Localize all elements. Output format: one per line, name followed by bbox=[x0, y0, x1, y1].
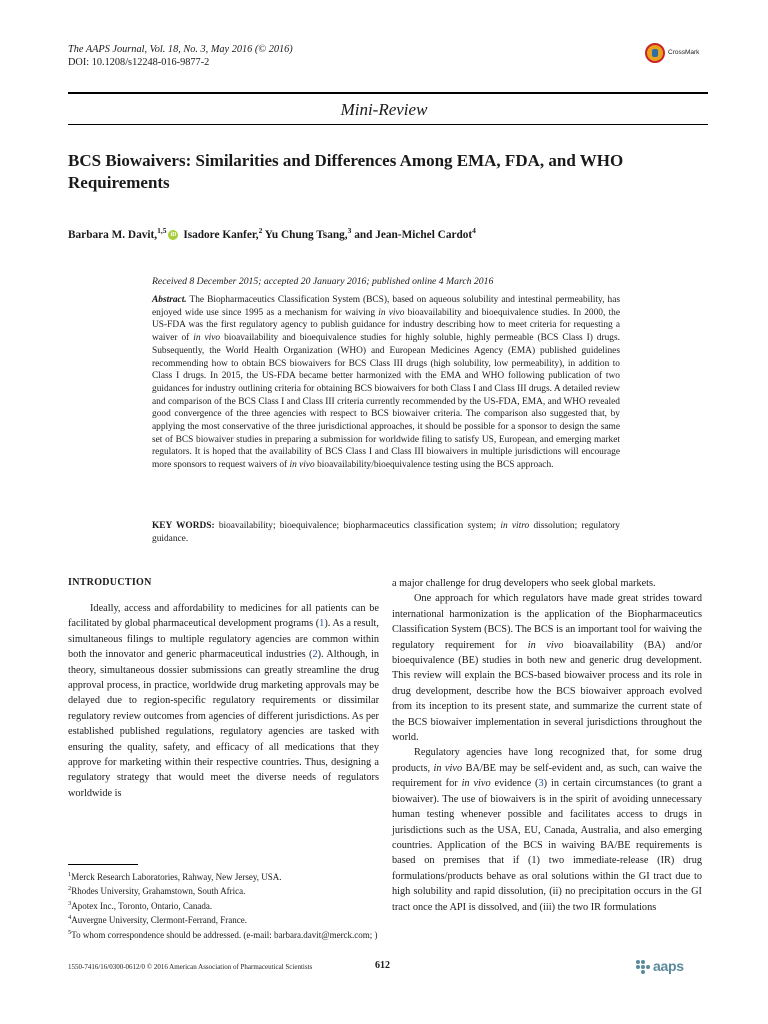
text-run: bioavailability and bioequivalence studies for highly soluble, highly permeable (BCS Class I) drugs. Subsequently, the World Health Organization (WHO) and European Medicines Agency (EMA) published guidelines recommending how to obtain BCS biowaivers for BCS Class III drugs (high solubility, low permeability), in addition to Class I drugs. In 2015, the US-FDA became better harmonized with the EMA and WHO following publication of two guidances for industry outlining criteria for obtaining BCS biowaivers for both Class I and Class III drugs. A detailed review and comparison of the BCS Class I and Class III criteria currently recommended by the US-FDA, EMA, and WHO revealed good convergence of the three agencies with respect to BCS biowaiver criteria. The comparison also suggested that, by applying the most conservative of the three jurisdictional approaches, it should be possible for a sponsor to design the same set of BCS biowaiver studies in preparing a submission for worldwide filing to satisfy US, European, and emerging market regulators. It is hoped that the availability of BCS Class I and Class III biowaivers in multiple jurisdictions will encourage more sponsors to request waivers of bbox=[152, 333, 620, 471]
aaps-dots-icon bbox=[636, 960, 650, 974]
footnote-text: To whom correspondence should be addressed. (e-mail: barbara.davit@merck.com; ) bbox=[71, 929, 378, 940]
crossmark-icon bbox=[645, 43, 665, 63]
footnote bbox=[68, 869, 379, 883]
author-affiliation-sup: 3 bbox=[347, 226, 352, 235]
author-affiliation-sup: 1,5 bbox=[157, 226, 167, 235]
section-rule bbox=[68, 124, 708, 125]
text-run: Regulatory agencies have long recognized that, for some drug products, bbox=[392, 747, 702, 774]
footnotes bbox=[68, 869, 379, 941]
footnote bbox=[68, 927, 379, 941]
text-run: dissolution; regulatory guidance. bbox=[152, 521, 620, 544]
author-list bbox=[68, 226, 476, 241]
section-type: Mini-Review bbox=[340, 100, 428, 119]
italic-term: in vivo bbox=[378, 307, 405, 318]
text-run: One approach for which regulators have made great strides toward international harmonization is the application of the Biopharmaceutics Classification System (BCS). The BCS is an important tool for waiving the regulatory requirement for bbox=[392, 593, 702, 651]
italic-term: in vivo bbox=[193, 333, 221, 344]
journal-details: , Vol. 18, No. 3, May 2016 (© 2016) bbox=[144, 44, 293, 55]
keywords-body bbox=[152, 521, 620, 544]
italic-term: in vitro bbox=[500, 521, 530, 531]
footnote-number: 5 bbox=[68, 928, 72, 936]
footnote-text: Merck Research Laboratories, Rahway, New Jersey, USA. bbox=[71, 872, 282, 882]
paragraph bbox=[68, 601, 379, 801]
crossmark-logo[interactable] bbox=[645, 43, 705, 65]
orcid-icon[interactable]: iD bbox=[170, 232, 177, 239]
footnote-text: Rhodes University, Grahamstown, South Africa. bbox=[71, 886, 246, 897]
footnote bbox=[68, 883, 379, 897]
copyright-line: 1550-7416/16/0300-0612/0 © 2016 American Association of Pharmaceutical Scientists bbox=[68, 963, 313, 971]
author-affiliation-sup: 2 bbox=[258, 226, 263, 235]
reference-link[interactable]: 1 bbox=[319, 618, 325, 630]
footnote bbox=[68, 912, 379, 926]
footnote-rule bbox=[68, 864, 138, 865]
author-name: Barbara M. Davit, bbox=[68, 228, 158, 241]
text-run: evidence ( bbox=[490, 778, 539, 790]
keywords-lead: KEY WORDS: bbox=[152, 521, 215, 531]
abstract bbox=[152, 294, 620, 472]
text-run: ). Although, in theory, simultaneous dossier submissions can greatly streamline the drug approval process, in practice, worldwide drug marketing approvals may be delayed due to region-specific regulatory requirements or dissimilar regulatory review outcomes from agencies of different jurisdictions. As per established published regulations, regulatory agencies are tasked with ensuring the quality, safety, and efficacy of all medications that they approve for marketing within their respective countries. Thus, designing a regulatory strategy that would meet the diverse needs of regulators worldwide is bbox=[68, 649, 379, 799]
footnote-number: 4 bbox=[68, 914, 72, 922]
text-run: bioavailability; bioequivalence; biopharmaceutics classification system; bbox=[214, 521, 501, 531]
text-run: BA/BE may be self-evident and, as such, can waive the requirement for bbox=[392, 762, 703, 790]
paragraph bbox=[392, 591, 702, 745]
italic-term: in vivo bbox=[527, 639, 564, 651]
reference-link[interactable]: 2 bbox=[312, 649, 318, 661]
text-run: ) in certain circumstances (to grant a biowaiver). The use of biowaivers is in the spirit of avoiding unnecessary human testing whenever possible and facilitates access to drugs in jurisdictions such as the USA, EU, Canada, Australia, and also emerging countries. Application of the BCS in waiving BA/BE requirements is based on premises that if (1) two immediate-release (IR) drug formulations/products behave as oral solutions within the GI tract due to high solubility and rapid dissolution, (ii) no precipitation occurs in the GI tract once the API is dissolved, and (iii) the two IR formulations bbox=[392, 778, 702, 913]
author-affiliation-sup: 4 bbox=[472, 226, 476, 235]
journal-name: The AAPS Journal bbox=[68, 44, 145, 55]
paragraph bbox=[392, 745, 702, 914]
author-name: Yu Chung Tsang, bbox=[264, 228, 348, 241]
text-run: bioavailability (BA) and/or bioequivalence (BE) studies in both new and generic drug development. This review will explain the BCS-based biowaiver process and its role in drug development, describe how the BCS biowaiver approach evolved from its inception to its present state, and summarize the current state of the BCS biowaiver implementation in several jurisdictions throughout the world. bbox=[392, 639, 703, 744]
aaps-logo bbox=[636, 958, 706, 976]
header-rule bbox=[68, 92, 708, 94]
doi[interactable]: DOI: 10.1208/s12248-016-9877-2 bbox=[68, 56, 210, 68]
paragraph bbox=[392, 576, 702, 591]
right-column bbox=[392, 576, 702, 915]
section-heading-introduction: INTRODUCTION bbox=[68, 577, 152, 588]
text-run: bioavailability/bioequivalence testing using the BCS approach. bbox=[314, 460, 554, 471]
text-run: bioavailability and bioequivalence studies. In 2000, the US-FDA was the first regulatory agency to publish guidance for industry describing how to meet criteria for requesting a waiver of bbox=[152, 307, 620, 344]
author-name: and Jean-Michel Cardot bbox=[354, 228, 473, 241]
text-run: Ideally, access and affordability to medicines for all patients can be facilitated by global pharmaceutical development programs ( bbox=[68, 603, 379, 630]
footnote bbox=[68, 898, 379, 912]
keywords bbox=[152, 520, 620, 545]
aaps-wordmark: aaps bbox=[653, 958, 684, 974]
footnote-text: Auvergne University, Clermont-Ferrand, France. bbox=[71, 915, 247, 926]
abstract-body bbox=[152, 295, 620, 470]
footnote-number: 2 bbox=[68, 885, 72, 893]
italic-term: in vivo bbox=[433, 762, 463, 774]
left-column bbox=[68, 601, 379, 801]
footnote-number: 1 bbox=[68, 871, 72, 878]
abstract-lead: Abstract. bbox=[152, 295, 187, 305]
text-run: a major challenge for drug developers who seek global markets. bbox=[392, 578, 656, 589]
text-run: ). As a result, simultaneous filings to multiple regulatory agencies are common within both the innovator and generic pharmaceutical industries ( bbox=[68, 618, 379, 661]
italic-term: in vivo bbox=[461, 778, 491, 790]
page-number: 612 bbox=[375, 960, 390, 971]
footnote-number: 3 bbox=[68, 899, 72, 907]
crossmark-label: CrossMark bbox=[668, 49, 700, 56]
text-run: The Biopharmaceutics Classification System (BCS), based on aqueous solubility and intestinal permeability, has enjoyed wide use since 1995 as a mechanism for waiving bbox=[152, 295, 620, 318]
footnote-text: Apotex Inc., Toronto, Ontario, Canada. bbox=[71, 900, 213, 911]
received-dates: Received 8 December 2015; accepted 20 January 2016; published online 4 March 2016 bbox=[152, 276, 494, 287]
italic-term: in vivo bbox=[289, 460, 315, 471]
journal-citation bbox=[68, 44, 293, 69]
reference-link[interactable]: 3 bbox=[538, 778, 544, 790]
article-title: BCS Biowaivers: Similarities and Differences Among EMA, FDA, and WHO Requirements bbox=[68, 151, 624, 192]
author-name: Isadore Kanfer, bbox=[183, 228, 259, 241]
